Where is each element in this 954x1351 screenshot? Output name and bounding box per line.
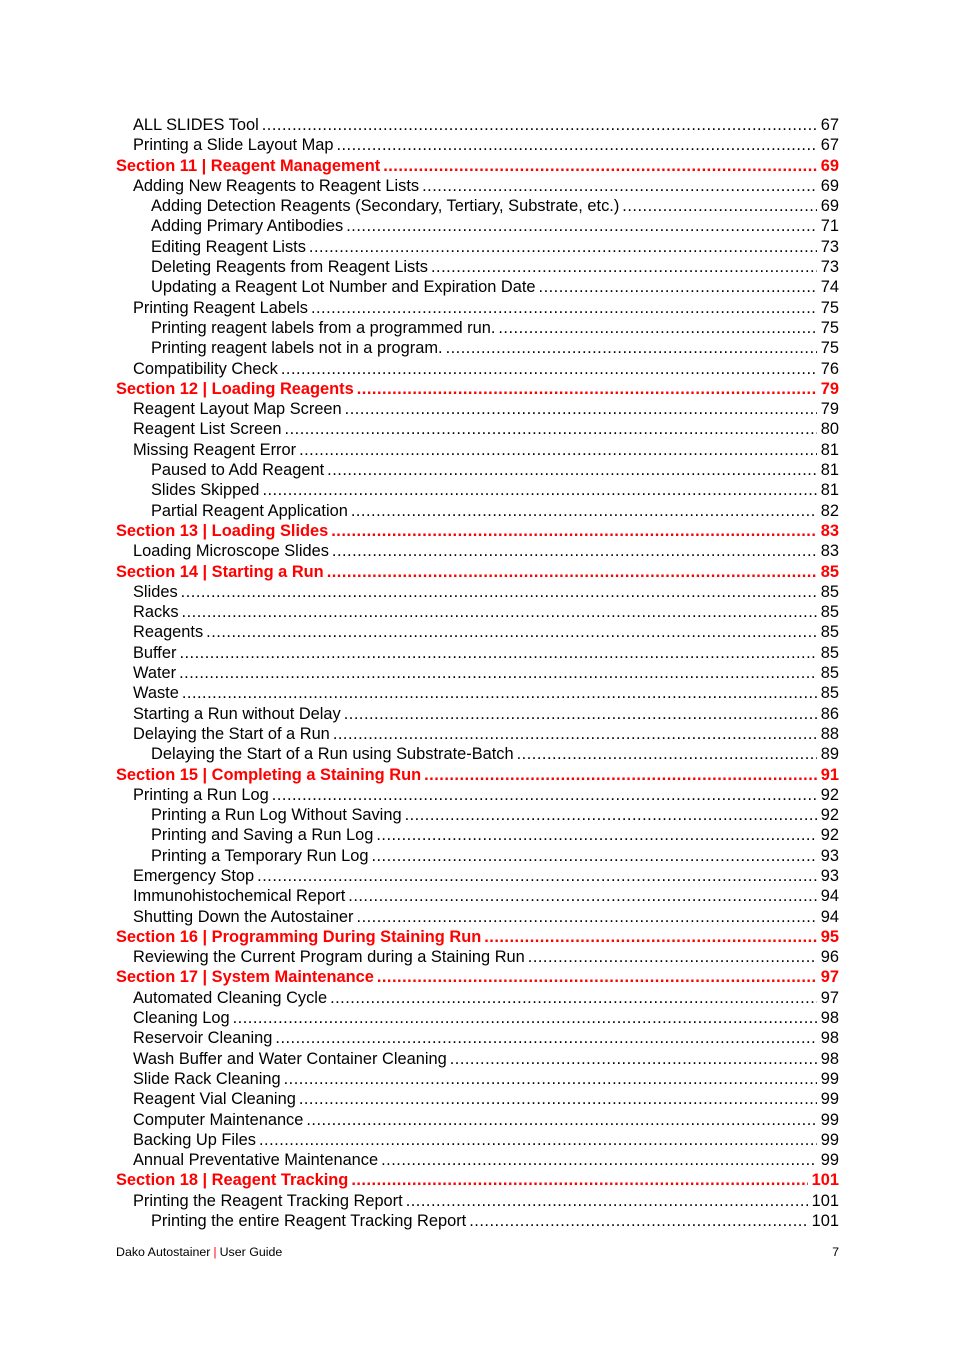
toc-leader-dots <box>330 988 817 1008</box>
footer-title <box>116 1245 282 1259</box>
toc-section-entry[interactable] <box>116 1170 839 1190</box>
toc-section-entry[interactable] <box>116 156 839 176</box>
toc-entry-title: Section 11 | Reagent Management <box>116 156 381 175</box>
toc-entry-page: 98 <box>820 1009 839 1028</box>
toc-entry[interactable] <box>116 947 839 967</box>
footer-separator: | <box>213 1245 217 1259</box>
toc-entry[interactable] <box>116 1049 839 1069</box>
toc-leader-dots <box>346 216 817 236</box>
footer-page-number: 7 <box>832 1245 839 1259</box>
toc-entry-page: 93 <box>820 866 839 885</box>
toc-entry-page: 99 <box>820 1069 839 1088</box>
toc-leader-dots <box>424 765 817 785</box>
toc-entry-page: 75 <box>820 318 839 337</box>
table-of-contents <box>116 115 839 1231</box>
toc-leader-dots <box>285 419 817 439</box>
toc-entry-title: Water <box>133 664 177 683</box>
toc-leader-dots <box>517 744 817 764</box>
toc-entry-page: 97 <box>820 968 839 987</box>
toc-section-entry[interactable] <box>116 967 839 987</box>
toc-entry[interactable] <box>116 744 839 764</box>
toc-entry-title: Slides Skipped <box>151 481 260 500</box>
toc-entry-title: Reviewing the Current Program during a Staining Run <box>133 948 525 967</box>
toc-entry-title: Section 13 | Loading Slides <box>116 521 329 540</box>
toc-entry-title: Emergency Stop <box>133 866 255 885</box>
toc-entry-page: 80 <box>820 420 839 439</box>
toc-entry[interactable] <box>116 399 839 419</box>
toc-entry-page: 79 <box>820 400 839 419</box>
toc-entry-title: Wash Buffer and Water Container Cleaning <box>133 1049 447 1068</box>
toc-entry-page: 94 <box>820 907 839 926</box>
toc-leader-dots <box>182 602 817 622</box>
toc-section-entry[interactable] <box>116 379 839 399</box>
toc-leader-dots <box>306 1110 816 1130</box>
toc-entry-page: 98 <box>820 1049 839 1068</box>
toc-entry[interactable] <box>116 582 839 602</box>
toc-leader-dots <box>381 1150 817 1170</box>
toc-entry-page: 91 <box>820 765 839 784</box>
toc-entry[interactable] <box>116 460 839 480</box>
toc-entry-page: 99 <box>820 1090 839 1109</box>
toc-entry[interactable] <box>116 1130 839 1150</box>
toc-entry-page: 81 <box>820 481 839 500</box>
toc-entry[interactable] <box>116 1191 839 1211</box>
toc-leader-dots <box>259 1130 817 1150</box>
toc-entry[interactable] <box>116 886 839 906</box>
toc-leader-dots <box>257 866 817 886</box>
toc-entry-title: Starting a Run without Delay <box>133 704 341 723</box>
toc-leader-dots <box>431 257 817 277</box>
toc-entry-page: 85 <box>820 562 839 581</box>
toc-entry[interactable] <box>116 1028 839 1048</box>
toc-entry-page: 83 <box>820 521 839 540</box>
toc-entry-title: Computer Maintenance <box>133 1110 304 1129</box>
toc-section-entry[interactable] <box>116 765 839 785</box>
toc-entry-title: Reagent List Screen <box>133 420 282 439</box>
toc-entry[interactable] <box>116 846 839 866</box>
toc-entry[interactable] <box>116 440 839 460</box>
toc-entry-title: Shutting Down the Autostainer <box>133 907 354 926</box>
toc-leader-dots <box>181 582 817 602</box>
toc-entry[interactable] <box>116 541 839 561</box>
toc-entry[interactable] <box>116 724 839 744</box>
toc-entry-title: Backing Up Files <box>133 1130 256 1149</box>
toc-entry[interactable] <box>116 216 839 236</box>
toc-entry-page: 85 <box>820 623 839 642</box>
toc-leader-dots <box>622 196 816 216</box>
toc-leader-dots <box>357 907 817 927</box>
toc-entry-title: Waste <box>133 684 179 703</box>
toc-entry-title: Reservoir Cleaning <box>133 1029 273 1048</box>
toc-entry[interactable] <box>116 237 839 257</box>
toc-leader-dots <box>357 379 817 399</box>
toc-leader-dots <box>336 135 816 155</box>
footer-product: Dako Autostainer <box>116 1245 211 1259</box>
toc-entry[interactable] <box>116 135 839 155</box>
toc-leader-dots <box>299 440 817 460</box>
toc-entry[interactable] <box>116 1110 839 1130</box>
toc-entry[interactable] <box>116 318 839 338</box>
toc-leader-dots <box>371 846 816 866</box>
toc-entry[interactable] <box>116 663 839 683</box>
toc-entry-page: 101 <box>811 1171 839 1190</box>
toc-entry[interactable] <box>116 602 839 622</box>
toc-entry-page: 73 <box>820 237 839 256</box>
toc-entry-page: 75 <box>820 298 839 317</box>
toc-entry-title: Deleting Reagents from Reagent Lists <box>151 258 428 277</box>
toc-entry[interactable] <box>116 338 839 358</box>
toc-entry-title: Reagent Vial Cleaning <box>133 1090 296 1109</box>
toc-leader-dots <box>179 663 817 683</box>
toc-entry[interactable] <box>116 115 839 135</box>
toc-leader-dots <box>406 1191 808 1211</box>
toc-entry-page: 101 <box>811 1212 839 1231</box>
toc-entry[interactable] <box>116 907 839 927</box>
toc-leader-dots <box>405 805 817 825</box>
toc-leader-dots <box>284 1069 817 1089</box>
toc-entry-title: Cleaning Log <box>133 1009 230 1028</box>
toc-entry-page: 92 <box>820 806 839 825</box>
toc-entry-title: Delaying the Start of a Run <box>133 724 330 743</box>
toc-entry[interactable] <box>116 704 839 724</box>
toc-entry-page: 96 <box>820 948 839 967</box>
toc-leader-dots <box>376 825 816 845</box>
toc-leader-dots <box>182 683 817 703</box>
toc-entry-page: 99 <box>820 1130 839 1149</box>
toc-leader-dots <box>450 1049 817 1069</box>
toc-entry[interactable] <box>116 643 839 663</box>
toc-entry-title: Printing the entire Reagent Tracking Report <box>151 1212 467 1231</box>
toc-entry-title: Reagents <box>133 623 204 642</box>
toc-entry-title: Section 18 | Reagent Tracking <box>116 1171 349 1190</box>
toc-entry[interactable] <box>116 683 839 703</box>
toc-entry-title: Printing reagent labels not in a program. <box>151 339 443 358</box>
toc-entry[interactable] <box>116 1089 839 1109</box>
toc-entry[interactable] <box>116 622 839 642</box>
toc-entry-title: Printing the Reagent Tracking Report <box>133 1191 403 1210</box>
toc-entry-page: 93 <box>820 846 839 865</box>
toc-leader-dots <box>528 947 817 967</box>
toc-entry-title: Printing reagent labels from a programmed run. <box>151 318 496 337</box>
footer-doc: User Guide <box>219 1245 283 1259</box>
toc-entry-page: 98 <box>820 1029 839 1048</box>
toc-leader-dots <box>206 622 817 642</box>
toc-entry-page: 92 <box>820 785 839 804</box>
toc-entry-page: 79 <box>820 379 839 398</box>
page-footer <box>116 1245 839 1259</box>
toc-entry-title: Printing and Saving a Run Log <box>151 826 374 845</box>
toc-entry[interactable] <box>116 988 839 1008</box>
toc-entry-page: 81 <box>820 461 839 480</box>
toc-entry-page: 69 <box>820 156 839 175</box>
toc-entry-title: Adding Primary Antibodies <box>151 217 344 236</box>
toc-entry-page: 85 <box>820 603 839 622</box>
toc-entry-page: 85 <box>820 582 839 601</box>
toc-entry-page: 92 <box>820 826 839 845</box>
toc-entry-title: Racks <box>133 603 179 622</box>
toc-entry-page: 99 <box>820 1110 839 1129</box>
toc-entry-page: 73 <box>820 258 839 277</box>
toc-entry-title: Section 15 | Completing a Staining Run <box>116 765 422 784</box>
toc-entry-page: 74 <box>820 278 839 297</box>
toc-entry-title: Compatibility Check <box>133 359 278 378</box>
toc-entry[interactable] <box>116 866 839 886</box>
toc-leader-dots <box>332 541 817 561</box>
toc-entry-page: 86 <box>820 704 839 723</box>
toc-entry-title: Printing a Run Log Without Saving <box>151 806 402 825</box>
toc-entry[interactable] <box>116 196 839 216</box>
toc-entry-page: 83 <box>820 542 839 561</box>
toc-entry[interactable] <box>116 1211 839 1231</box>
toc-entry-title: Section 14 | Starting a Run <box>116 562 324 581</box>
toc-entry[interactable] <box>116 480 839 500</box>
toc-entry-page: 85 <box>820 684 839 703</box>
toc-entry-title: ALL SLIDES Tool <box>133 116 259 134</box>
toc-leader-dots <box>281 359 817 379</box>
toc-entry-page: 82 <box>820 501 839 520</box>
toc-entry-title: Printing a Temporary Run Log <box>151 846 369 865</box>
toc-entry-page: 75 <box>820 339 839 358</box>
toc-entry-title: Partial Reagent Application <box>151 501 348 520</box>
toc-entry-page: 99 <box>820 1151 839 1170</box>
toc-entry[interactable] <box>116 257 839 277</box>
toc-entry-title: Editing Reagent Lists <box>151 237 306 256</box>
toc-entry[interactable] <box>116 1150 839 1170</box>
toc-entry-title: Slide Rack Cleaning <box>133 1069 281 1088</box>
toc-entry-page: 101 <box>811 1191 839 1210</box>
toc-entry-title: Printing Reagent Labels <box>133 298 308 317</box>
toc-leader-dots <box>344 704 817 724</box>
toc-entry[interactable] <box>116 419 839 439</box>
toc-entry-page: 69 <box>820 176 839 195</box>
toc-leader-dots <box>327 562 817 582</box>
toc-leader-dots <box>272 785 817 805</box>
toc-section-entry[interactable] <box>116 562 839 582</box>
toc-entry-title: Missing Reagent Error <box>133 440 297 459</box>
toc-entry-title: Section 17 | System Maintenance <box>116 968 374 987</box>
toc-leader-dots <box>422 176 817 196</box>
toc-entry-page: 69 <box>820 197 839 216</box>
toc-entry-title: Buffer <box>133 643 177 662</box>
toc-leader-dots <box>498 318 816 338</box>
toc-leader-dots <box>311 298 817 318</box>
toc-entry-title: Automated Cleaning Cycle <box>133 988 328 1007</box>
toc-entry-page: 85 <box>820 643 839 662</box>
toc-section-entry[interactable] <box>116 521 839 541</box>
toc-leader-dots <box>331 521 817 541</box>
toc-entry[interactable] <box>116 176 839 196</box>
toc-leader-dots <box>351 1170 807 1190</box>
toc-entry-title: Printing a Slide Layout Map <box>133 136 334 155</box>
toc-entry-title: Printing a Run Log <box>133 785 269 804</box>
toc-entry-title: Section 16 | Programming During Staining Run <box>116 927 482 946</box>
toc-entry[interactable] <box>116 805 839 825</box>
toc-leader-dots <box>345 399 817 419</box>
toc-leader-dots <box>351 501 817 521</box>
toc-section-entry[interactable] <box>116 927 839 947</box>
toc-entry-page: 95 <box>820 927 839 946</box>
toc-entry-title: Adding New Reagents to Reagent Lists <box>133 176 420 195</box>
toc-leader-dots <box>179 643 816 663</box>
toc-entry[interactable] <box>116 359 839 379</box>
toc-entry-page: 97 <box>820 988 839 1007</box>
toc-entry-title: Paused to Add Reagent <box>151 461 325 480</box>
toc-entry[interactable] <box>116 501 839 521</box>
toc-entry-page: 89 <box>820 745 839 764</box>
toc-entry-page: 67 <box>820 136 839 155</box>
toc-leader-dots <box>262 480 816 500</box>
toc-leader-dots <box>299 1089 817 1109</box>
toc-entry-page: 85 <box>820 664 839 683</box>
toc-entry-page: 81 <box>820 440 839 459</box>
toc-entry[interactable] <box>116 1008 839 1028</box>
toc-leader-dots <box>233 1008 817 1028</box>
toc-leader-dots <box>327 460 817 480</box>
toc-leader-dots <box>348 886 817 906</box>
toc-entry-page: 71 <box>820 217 839 236</box>
toc-entry-title: Loading Microscope Slides <box>133 542 329 561</box>
toc-leader-dots <box>539 277 817 297</box>
toc-leader-dots <box>446 338 817 358</box>
toc-leader-dots <box>309 237 817 257</box>
toc-entry-title: Updating a Reagent Lot Number and Expiration Date <box>151 278 536 297</box>
toc-entry-title: Adding Detection Reagents (Secondary, Tertiary, Substrate, etc.) <box>151 197 620 216</box>
toc-entry-title: Slides <box>133 582 178 601</box>
toc-entry-page: 94 <box>820 887 839 906</box>
toc-entry[interactable] <box>116 277 839 297</box>
toc-entry-title: Delaying the Start of a Run using Substrate-Batch <box>151 745 514 764</box>
toc-entry-page: 76 <box>820 359 839 378</box>
toc-entry-page: 88 <box>820 724 839 743</box>
toc-leader-dots <box>275 1028 816 1048</box>
toc-leader-dots <box>469 1211 807 1231</box>
toc-entry-title: Annual Preventative Maintenance <box>133 1151 379 1170</box>
toc-entry-title: Immunohistochemical Report <box>133 887 346 906</box>
toc-leader-dots <box>262 115 817 135</box>
toc-entry[interactable] <box>116 785 839 805</box>
toc-entry-page: 67 <box>820 116 839 134</box>
toc-entry[interactable] <box>116 1069 839 1089</box>
toc-leader-dots <box>383 156 817 176</box>
toc-entry-title: Reagent Layout Map Screen <box>133 400 342 419</box>
toc-entry[interactable] <box>116 298 839 318</box>
toc-leader-dots <box>333 724 817 744</box>
toc-entry-title: Section 12 | Loading Reagents <box>116 379 354 398</box>
toc-entry[interactable] <box>116 825 839 845</box>
toc-leader-dots <box>484 927 817 947</box>
toc-leader-dots <box>377 967 817 987</box>
